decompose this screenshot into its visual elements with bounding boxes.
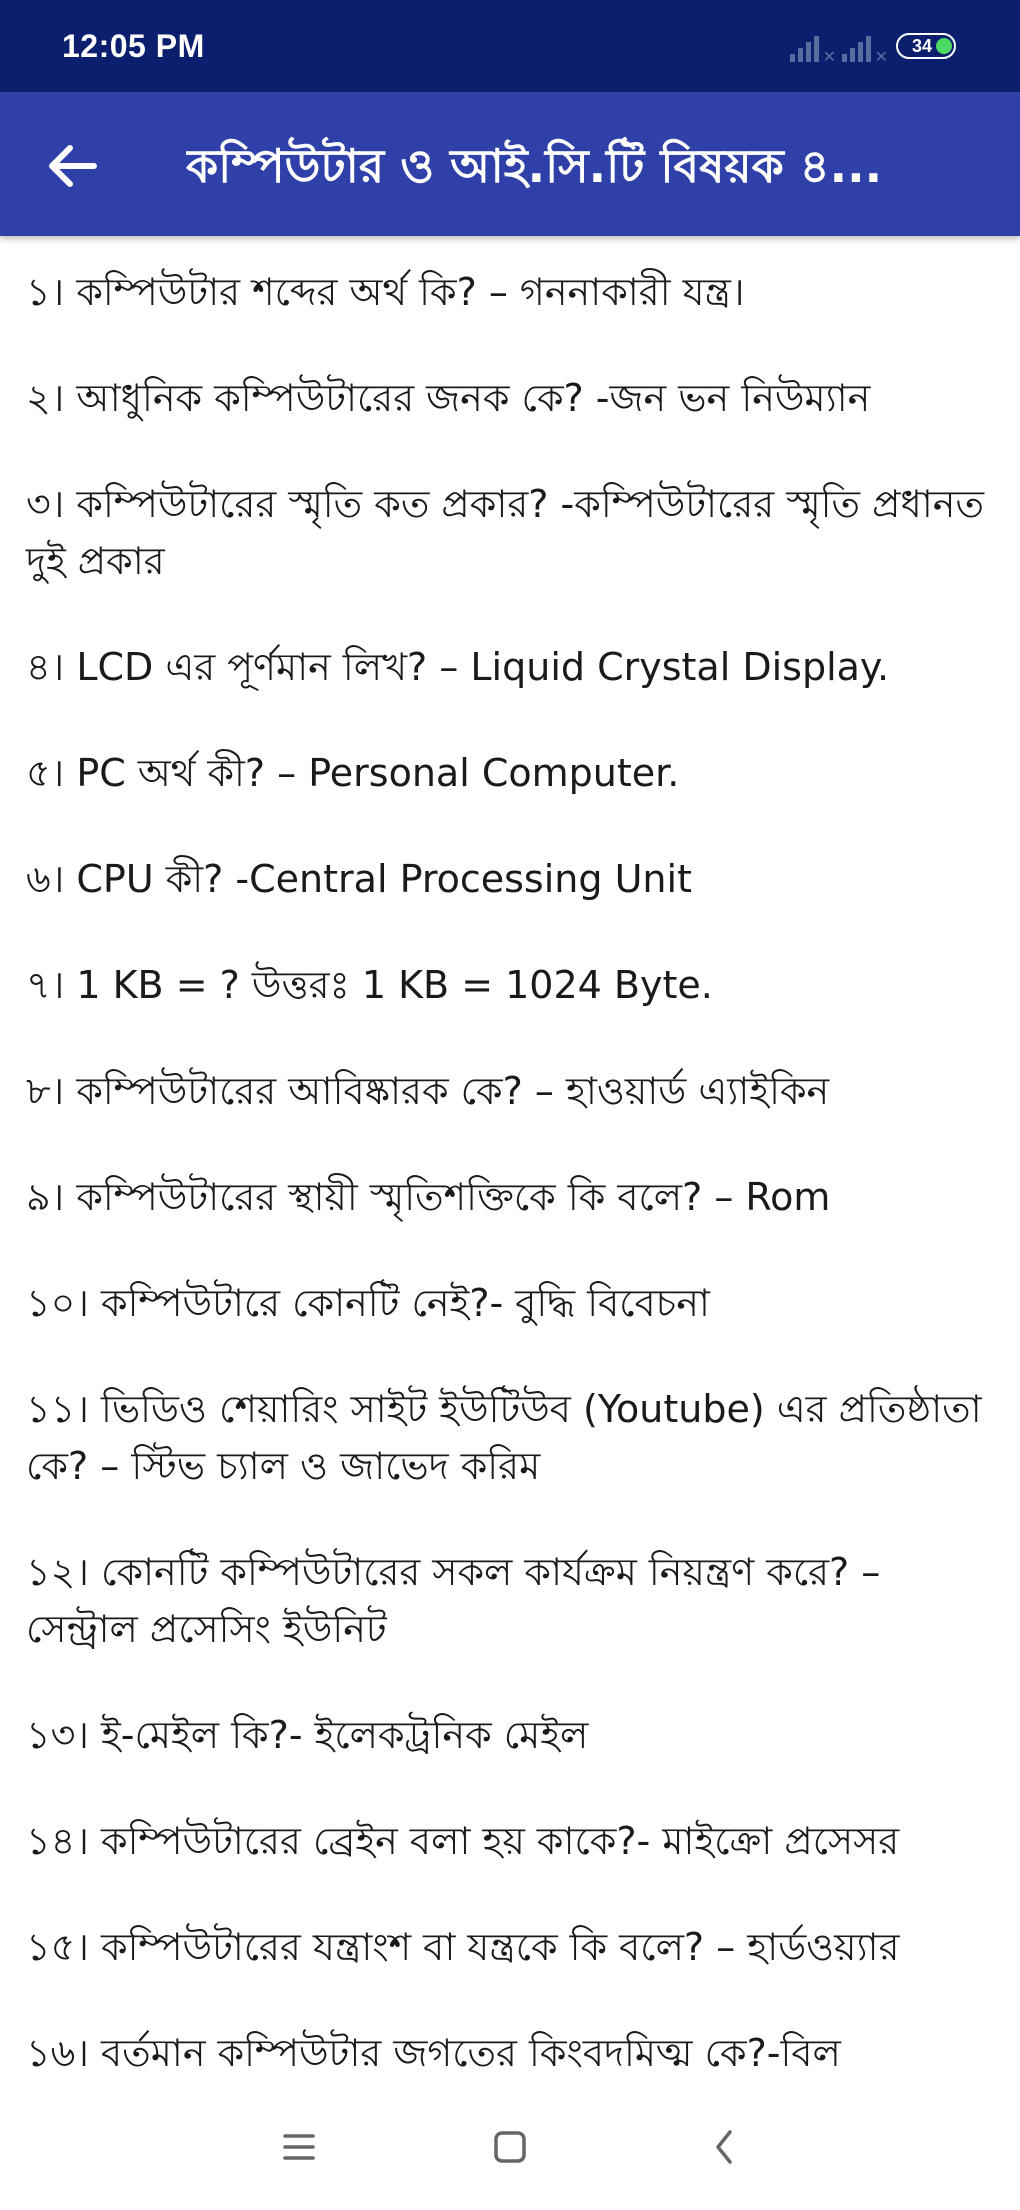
home-button[interactable] xyxy=(475,2112,545,2182)
status-bar xyxy=(0,0,1020,92)
list-item: ৮। কম্পিউটারের আবিষ্কারক কে? – হাওয়ার্ড এ্যাইকিন xyxy=(26,1069,830,1113)
menu-button[interactable] xyxy=(264,2112,334,2182)
article-content[interactable] xyxy=(0,236,1020,2084)
app-bar xyxy=(0,92,1020,236)
system-nav-bar xyxy=(0,2084,1020,2210)
status-time: 12:05 PM xyxy=(62,28,205,64)
signal-no-service-icon: ✕ xyxy=(790,32,830,62)
list-item: ৬। CPU কী? -Central Processing Unit xyxy=(26,857,692,901)
list-item: ৪। LCD এর পূর্ণমান লিখ? – Liquid Crystal Display. xyxy=(26,645,890,689)
home-square-icon xyxy=(475,2112,545,2182)
menu-icon xyxy=(264,2112,334,2182)
list-item: ১৫। কম্পিউটারের যন্ত্রাংশ বা যন্ত্রকে কি বলে? – হার্ডওয়্যার xyxy=(26,1925,900,1969)
arrow-back-icon xyxy=(40,134,104,198)
back-chevron-icon xyxy=(690,2112,760,2182)
battery-icon xyxy=(896,33,956,59)
list-item: ১৪। কম্পিউটারের ব্রেইন বলা হয় কাকে?- মাইক্রো প্রসেসর xyxy=(26,1819,900,1863)
qa-list xyxy=(0,236,1020,2082)
nav-back-button[interactable] xyxy=(690,2112,760,2182)
list-item: ২। আধুনিক কম্পিউটারের জনক কে? -জন ভন নিউম্যান xyxy=(26,376,871,420)
list-item: ১১। ভিডিও শেয়ারিং সাইট ইউটিউব (Youtube) এর প্রতিষ্ঠাতা কে? – স্টিভ চ্যাল ও জাভেদ করিম xyxy=(26,1387,982,1488)
list-item: ৯। কম্পিউটারের স্থায়ী স্মৃতিশক্তিকে কি বলে? – Rom xyxy=(26,1175,831,1219)
list-item: ১৩। ই-মেইল কি?- ইলেকট্রনিক মেইল xyxy=(26,1713,589,1757)
back-button[interactable] xyxy=(40,134,104,198)
list-item: ৭। 1 KB = ? উত্তরঃ 1 KB = 1024 Byte. xyxy=(26,963,713,1007)
list-item: ৫। PC অর্থ কী? – Personal Computer. xyxy=(26,751,680,795)
battery-level: 34 xyxy=(912,36,933,56)
list-item: ১। কম্পিউটার শব্দের অর্থ কি? – গননাকারী যন্ত্র। xyxy=(26,270,745,314)
list-item: ১২। কোনটি কম্পিউটারের সকল কার্যক্রম নিয়ন্ত্রণ করে? – সেন্ট্রাল প্রসেসিং ইউনিট xyxy=(26,1550,881,1651)
list-item: ৩। কম্পিউটারের স্মৃতি কত প্রকার? -কম্পিউটারের স্মৃতি প্রধানত দুই প্রকার xyxy=(26,482,984,583)
list-item: ১০। কম্পিউটারে কোনটি নেই?- বুদ্ধি বিবেচনা xyxy=(26,1281,710,1325)
list-item: ১৬। বর্তমান কম্পিউটার জগতের কিংবদমিত্ম কে?-বিল xyxy=(26,2031,841,2075)
page-title: কম্পিউটার ও আই.সি.টি বিষয়ক ৪... xyxy=(186,139,883,193)
signal-no-service-icon: ✕ xyxy=(842,32,882,62)
